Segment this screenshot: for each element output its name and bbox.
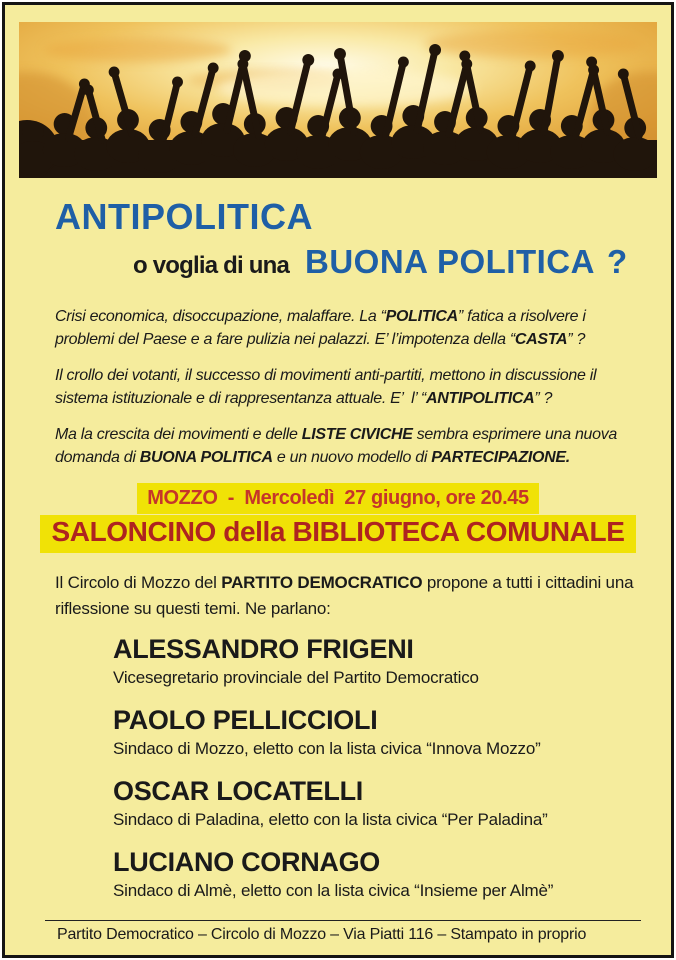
paragraph-crollo-votanti: Il crollo dei votanti, il successo di movimenti anti-partiti, mettono in discussione il sistema istituzionale e di rappresentanza attuale. E’ l’ “ANTIPOLITICA” ? [55,367,601,407]
subtitle-question-mark: ? [606,243,628,280]
subtitle-prefix: o voglia di una [133,252,290,279]
speaker-name: OSCAR LOCATELLI [113,776,363,806]
speaker-role: Sindaco di Almè, eletto con la lista civica “Insieme per Almè” [113,881,554,900]
event-date-line: MOZZO - Mercoledì 27 giugno, ore 20.45 [137,483,538,514]
footer [45,920,641,944]
page-title: ANTIPOLITICA [55,196,313,237]
footer-text: Partito Democratico – Circolo di Mozzo – Via Piatti 116 – Stampato in proprio [57,926,587,943]
speaker-role: Vicesegretario provinciale del Partito Democratico [113,668,479,687]
subtitle-main: BUONA POLITICA [305,243,595,280]
list-item-speaker [113,705,631,759]
crowd-photo-illustration [19,22,657,178]
list-item-speaker [113,847,631,901]
speaker-name: PAOLO PELLICCIOLI [113,705,378,735]
speaker-role: Sindaco di Paladina, eletto con la lista civica “Per Paladina” [113,810,548,829]
paragraph-intro-relatori: Il Circolo di Mozzo del PARTITO DEMOCRATICO propone a tutti i cittadini una riflessione su questi temi. Ne parlano: [55,573,638,618]
flyer [2,2,674,958]
event-location-line: SALONCINO della BIBLIOTECA COMUNALE [40,515,637,553]
speaker-role: Sindaco di Mozzo, eletto con la lista civica “Innova Mozzo” [113,739,541,758]
speakers-list [113,634,631,901]
speaker-name: ALESSANDRO FRIGENI [113,634,414,664]
subtitle [133,245,671,285]
list-item-speaker [113,776,631,830]
list-item-speaker [113,634,631,688]
event-banner [5,483,671,553]
speaker-name: LUCIANO CORNAGO [113,847,380,877]
crowd-photo [19,22,657,178]
paragraph-liste-civiche: Ma la crescita dei movimenti e delle LISTE CIVICHE sembra esprimere una nuova domanda di BUONA POLITICA e un nuovo modello di PARTECIPAZIONE. [55,426,622,466]
paragraph-crisi: Crisi economica, disoccupazione, malaffare. La “POLITICA” fatica a risolvere i problemi del Paese e a fare pulizia nei palazzi. E’ l’impotenza della “CASTA” ? [55,308,590,348]
